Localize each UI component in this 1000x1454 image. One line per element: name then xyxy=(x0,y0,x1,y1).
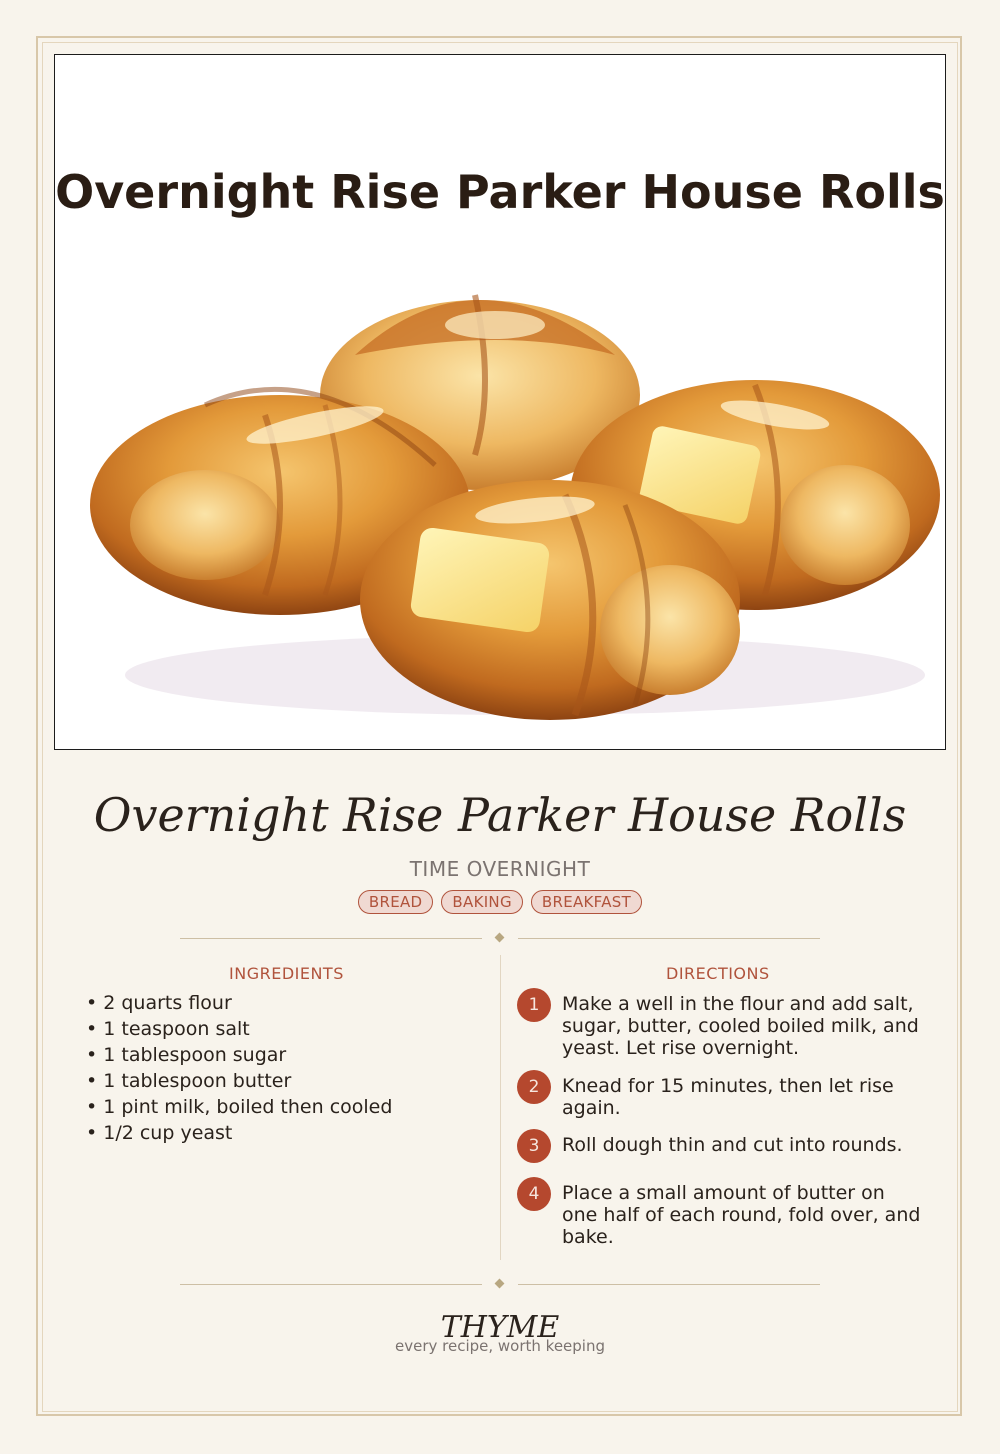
hero-image xyxy=(54,54,946,750)
ingredient-item: • 1 teaspoon salt xyxy=(86,1018,250,1040)
ingredient-item: • 1 tablespoon sugar xyxy=(86,1044,287,1066)
column-separator xyxy=(500,955,501,1260)
diamond-icon xyxy=(495,1279,505,1289)
directions-heading: DIRECTIONS xyxy=(666,964,770,983)
tag-bread[interactable]: BREAD xyxy=(358,890,434,914)
step-text: Make a well in the flour and add salt, sugar, butter, cooled boiled milk, and yeast. Let rise overnight. xyxy=(562,993,919,1059)
tag-list xyxy=(0,890,1000,914)
diamond-icon xyxy=(495,933,505,943)
divider-bottom xyxy=(180,1277,820,1291)
hero-title: Overnight Rise Parker House Rolls xyxy=(55,165,945,219)
step-number-badge: 1 xyxy=(517,988,551,1022)
ingredient-item: • 1/2 cup yeast xyxy=(86,1122,233,1144)
divider-top xyxy=(180,931,820,945)
tag-breakfast[interactable]: BREAKFAST xyxy=(531,890,642,914)
recipe-title: Overnight Rise Parker House Rolls xyxy=(93,788,907,842)
ingredients-list xyxy=(86,990,392,1146)
step-text: Roll dough thin and cut into rounds. xyxy=(562,1134,903,1156)
step-number-badge: 2 xyxy=(517,1070,551,1104)
brand-logo: THYME xyxy=(440,1310,560,1345)
ingredient-item: • 1 tablespoon butter xyxy=(86,1070,292,1092)
ingredients-heading: INGREDIENTS xyxy=(229,964,344,983)
tag-baking[interactable]: BAKING xyxy=(441,890,522,914)
brand-tagline: every recipe, worth keeping xyxy=(394,1337,605,1355)
step-number-badge: 3 xyxy=(517,1129,551,1163)
parker-house-rolls-illustration xyxy=(55,55,946,750)
recipe-time: TIME OVERNIGHT xyxy=(409,857,591,881)
step-text: Place a small amount of butter on one half of each round, fold over, and bake. xyxy=(562,1182,921,1248)
ingredient-item: • 2 quarts flour xyxy=(86,992,232,1014)
roll-front xyxy=(360,480,740,720)
ingredient-item: • 1 pint milk, boiled then cooled xyxy=(86,1096,393,1118)
step-text: Knead for 15 minutes, then let rise again. xyxy=(562,1075,894,1119)
step-number-badge: 4 xyxy=(517,1177,551,1211)
